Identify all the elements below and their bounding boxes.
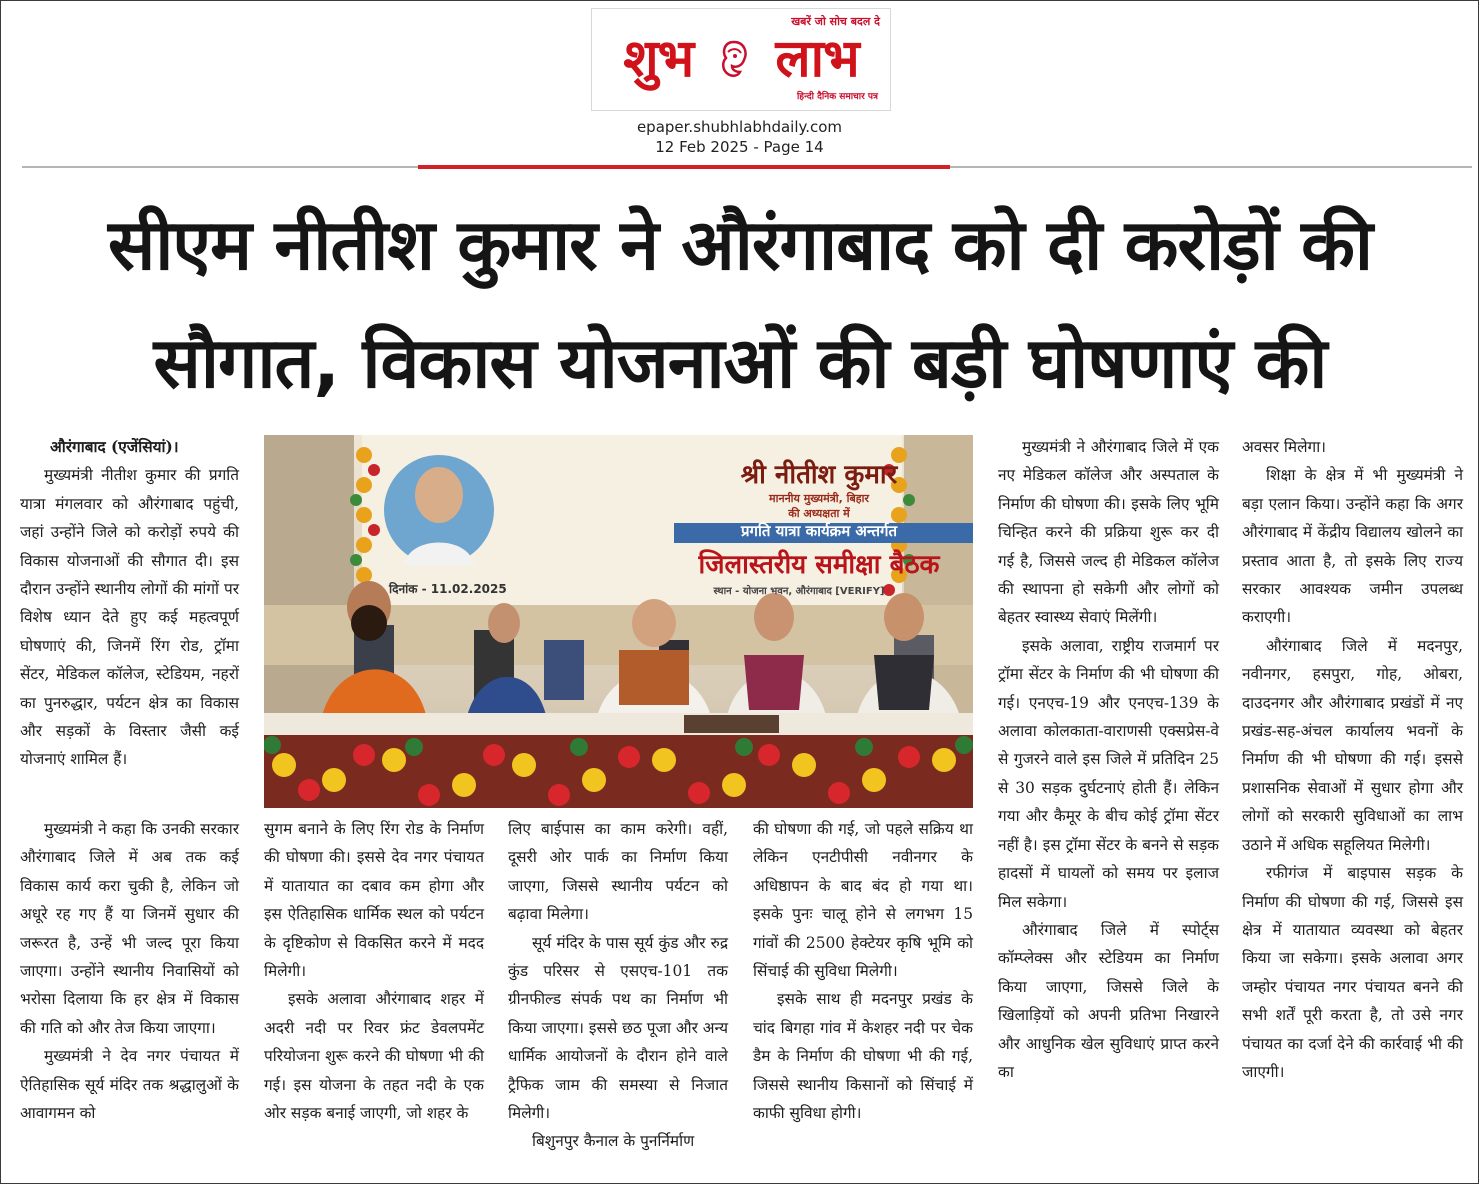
- article-column-2: [264, 815, 484, 1127]
- article-column-4: [753, 815, 973, 1127]
- photo-banner-under: की अध्यक्षता में: [788, 507, 850, 520]
- paragraph: सूर्य मंदिर के पास सूर्य कुंड और रुद्र कुंड परिसर से एसएच-101 तक ग्रीनफील्ड संपर्क पथ का निर्माण भी किया जाएगा। इससे छठ पूजा और अन्य धार्मिक आयोजनों के दौरान होने वाले ट्रैफिक जाम की समस्या से निजात मिलेगी।: [508, 933, 728, 1123]
- logo-word-right: लाभ: [775, 28, 859, 89]
- header-accent-rule: [418, 165, 950, 169]
- article-column-1: [20, 433, 239, 774]
- paragraph: लिए बाईपास का काम करेगी। वहीं, दूसरी ओर पार्क का निर्माण किया जाएगा, जिससे स्थानीय पर्यटन को बढ़ावा मिलेगा।: [508, 820, 728, 924]
- photo-banner-program: प्रगति यात्रा कार्यक्रम अन्तर्गत: [740, 522, 898, 540]
- masthead-subline: हिन्दी दैनिक समाचार पत्र: [796, 92, 878, 102]
- photo-banner-name: श्री नीतीश कुमार: [740, 460, 898, 490]
- masthead-tagline: खबरें जो सोच बदल दे: [791, 15, 880, 28]
- paragraph: रफीगंज में बाइपास सड़क के निर्माण की घोषणा की गई, जिससे इस क्षेत्र में यातायात व्यवस्था को बेहतर किया जा सकेगा। इसके अलावा अगर जम्होर पंचायत नगर पंचायत बनने की सभी शर्तें पूरी करता है, तो उसे नगर पंचायत का दर्जा देने की कार्रवाई भी की जाएगी।: [1242, 864, 1463, 1081]
- paragraph: शिक्षा के क्षेत्र में भी मुख्यमंत्री ने बड़ा एलान किया। उन्होंने कहा कि अगर औरंगाबाद में केंद्रीय विद्यालय खोलने का प्रस्ताव आता है, तो इसके लिए राज्य सरकार आवश्यक जमीन उपलब्ध कराएगी।: [1242, 466, 1463, 627]
- article-column-1-lower: [20, 815, 239, 1127]
- masthead: [591, 8, 891, 111]
- photo-banner-date: दिनांक - 11.02.2025: [389, 582, 507, 596]
- article-dateline: औरंगाबाद (एजेंसियां)।: [50, 438, 179, 456]
- paragraph: सुगम बनाने के लिए रिंग रोड के निर्माण की घोषणा की। इससे देव नगर पंचायत में यातायात का दबाव कम होगा और इस ऐतिहासिक धार्मिक स्थल को पर्यटन के दृष्टिकोण से विकसित करने में मदद मिलेगी।: [264, 820, 484, 981]
- paragraph: औरंगाबाद जिले में स्पोर्ट्स कॉम्प्लेक्स और स्टेडियम का निर्माण किया जाएगा, जिससे जिले के खिलाड़ियों को अपनी प्रतिभा निखारने और आधुनिक खेल सुविधाएं प्राप्त करने का: [998, 920, 1219, 1081]
- paragraph: मुख्यमंत्री ने औरंगाबाद जिले में एक नए मेडिकल कॉलेज और अस्पताल के निर्माण की घोषणा की। इसके लिए भूमि चिन्हित करने की प्रक्रिया शुरू कर दी गई है, जिससे जल्द ही मेडिकल कॉलेज की स्थापना हो सकेगी और लोगों को बेहतर स्वास्थ्य सेवाएं मिलेंगी।: [998, 438, 1219, 627]
- paragraph: मुख्यमंत्री नीतीश कुमार की प्रगति यात्रा मंगलवार को औरंगाबाद पहुंची, जहां उन्होंने जिले को करोड़ों रुपये की विकास योजनाओं की सौगात दी। इस दौरान उन्होंने स्थानीय लोगों की मांगों पर विशेष ध्यान देते हुए कई महत्वपूर्ण घोषणाएं की, जिनमें रिंग रोड, ट्रॉमा सेंटर, मेडिकल कॉलेज, स्टेडियम, नहरों का पुनरुद्धार, पर्यटन क्षेत्र का विकास और सड़कों के विस्तार जैसी कई योजनाएं शामिल हैं।: [20, 466, 239, 769]
- page-title: सीएम नीतीश कुमार ने औरंगाबाद को दी करोड़ों की सौगात, विकास योजनाओं की बड़ी घोषणाएं की: [107, 204, 1373, 404]
- edition-date-page: 12 Feb 2025 - Page 14: [655, 138, 824, 156]
- site-url[interactable]: epaper.shubhlabhdaily.com: [636, 118, 843, 136]
- ganesh-icon: [714, 33, 754, 93]
- paragraph: बिशुनपुर कैनाल के पुनर्निर्माण: [532, 1132, 695, 1151]
- paragraph: इसके साथ ही मदनपुर प्रखंड के चांद बिगहा गांव में केशहर नदी पर चेक डैम के निर्माण की घोषणा भी की गई, जिससे स्थानीय किसानों को सिंचाई में काफी सुविधा होगी।: [753, 990, 973, 1123]
- photo-banner-meeting: जिलास्तरीय समीक्षा बैठक: [698, 550, 940, 580]
- article-column-5: [998, 433, 1219, 1086]
- paragraph: इसके अलावा औरंगाबाद शहर में अदरी नदी पर रिवर फ्रंट डेवलपमेंट परियोजना शुरू करने की घोषणा भी की गई। इस योजना के तहत नदी के एक ओर सड़क बनाई जाएगी, जो शहर के: [264, 990, 484, 1123]
- paragraph: औरंगाबाद जिले में मदनपुर, नवीनगर, हसपुरा, गोह, ओबरा, दाउदनगर और औरंगाबाद प्रखंडों में नए प्रखंड-सह-अंचल कार्यालय भवनों के निर्माण की भी घोषणा की गई। इससे प्रशासनिक सेवाओं में सुधार होगा और लोगों को सरकारी सुविधाओं का लाभ उठाने में अधिक सहूलियत मिलेगी।: [1242, 636, 1463, 854]
- paragraph: की घोषणा की गई, जो पहले सक्रिय था लेकिन एनटीपीसी नवीनगर के अधिष्ठापन के बाद बंद हो गया था। इसके पुनः चालू होने से लगभग 15 गांवों की 2500 हेक्टेयर कृषि भूमि को सिंचाई की सुविधा मिलेगी।: [753, 820, 973, 981]
- event-photo: [264, 435, 973, 808]
- paragraph: मुख्यमंत्री ने देव नगर पंचायत में ऐतिहासिक सूर्य मंदिर तक श्रद्धालुओं के आवागमन को: [20, 1047, 239, 1123]
- article-column-6: [1242, 433, 1463, 1086]
- paragraph: इसके अलावा, राष्ट्रीय राजमार्ग पर ट्रॉमा सेंटर के निर्माण की भी घोषणा की गई। एनएच-19 और एनएच-139 के अलावा कोलकाता-वाराणसी एक्सप्रेस-वे से गुजरने वाले इस जिले में प्रतिदिन 25 से 30 सड़क दुर्घटनाएं होती हैं। लेकिन गया और कैमूर के बीच कोई ट्रॉमा सेंटर नहीं है। इस ट्रॉमा सेंटर के बनने से सड़क हादसों में घायलों को समय पर इलाज मिल सकेगा।: [998, 636, 1219, 911]
- article-column-3: [508, 815, 728, 1156]
- photo-banner-venue: स्थान - योजना भवन, औरंगाबाद [VERIFY]: [713, 586, 885, 597]
- paragraph: मुख्यमंत्री ने कहा कि उनकी सरकार औरंगाबाद जिले में अब तक कई विकास कार्य करा चुकी है, लेकिन जो अधूरे रह गए हैं या जिनमें सुधार की जरूरत है, उन्हें भी जल्द पूरा किया जाएगा। उन्होंने स्थानीय निवासियों को भरोसा दिलाया कि हर क्षेत्र में विकास की गति को और तेज किया जाएगा।: [20, 820, 239, 1037]
- masthead-logo: [600, 29, 882, 93]
- logo-word-left: शुभ: [623, 28, 694, 89]
- paragraph: अवसर मिलेगा।: [1242, 438, 1327, 456]
- photo-banner-role: माननीय मुख्यमंत्री, बिहार: [769, 492, 869, 505]
